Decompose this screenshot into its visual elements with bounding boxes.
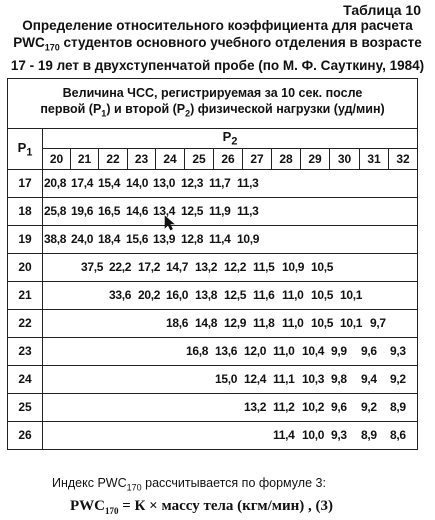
value-cell: 10,0 — [302, 427, 325, 442]
value-cell: 12,3 — [181, 175, 204, 190]
value-cell: 8,6 — [390, 427, 406, 442]
measure-sub-2: 2 — [185, 108, 191, 119]
measure-text-a: первой (P — [40, 102, 102, 117]
table-row — [8, 225, 418, 253]
table-row — [8, 337, 418, 365]
row-header: 22 — [8, 309, 43, 337]
value-cell: 11,3 — [237, 175, 259, 190]
value-cell: 11,3 — [237, 203, 259, 218]
value-cell: 12,4 — [244, 371, 267, 386]
table-caption — [6, 17, 429, 74]
value-cell: 9,9 — [331, 343, 347, 358]
value-cell: 19,6 — [71, 203, 94, 218]
value-cell: 25,8 — [44, 203, 67, 218]
value-cell: 11,5 — [253, 259, 275, 274]
value-cell: 9,7 — [370, 315, 386, 330]
formula-sub: 170 — [105, 506, 119, 516]
row-values — [43, 309, 418, 337]
column-header: 21 — [71, 148, 99, 169]
value-cell: 18,6 — [166, 315, 189, 330]
table-row — [8, 197, 418, 225]
row-values — [43, 197, 418, 225]
value-cell: 12,5 — [224, 287, 247, 302]
table-row — [8, 421, 418, 449]
value-cell: 15,6 — [126, 231, 149, 246]
column-header: 32 — [389, 148, 418, 169]
value-cell: 10,1 — [340, 287, 363, 302]
mouse-pointer-icon — [164, 215, 176, 231]
row-values — [43, 337, 418, 365]
row-header: 25 — [8, 393, 43, 421]
value-cell: 16,0 — [166, 287, 189, 302]
caption-pwc-sub: 170 — [44, 42, 60, 53]
formula-intro-sub: 170 — [126, 482, 142, 493]
value-cell: 15,0 — [215, 371, 238, 386]
value-cell: 11,7 — [209, 175, 231, 190]
table-row — [8, 309, 418, 337]
table-row — [8, 365, 418, 393]
value-cell: 9,6 — [331, 399, 347, 414]
column-header: 27 — [243, 148, 272, 169]
value-cell: 11,6 — [253, 287, 275, 302]
value-cell: 9,2 — [361, 399, 377, 414]
column-header: 26 — [214, 148, 243, 169]
table-body — [8, 169, 418, 449]
measure-line-1: Величина ЧСС, регистрируемая за 10 сек. после — [62, 86, 363, 101]
value-cell: 13,0 — [153, 175, 176, 190]
value-cell: 13,4 — [153, 203, 176, 218]
table-row — [8, 169, 418, 197]
value-cell: 20,8 — [44, 175, 67, 190]
value-cell: 14,6 — [126, 203, 149, 218]
measure-text-b: ) и второй (P — [106, 102, 186, 117]
column-header: 20 — [43, 148, 71, 169]
value-cell: 12,0 — [244, 343, 267, 358]
value-cell: 10,5 — [311, 259, 334, 274]
value-cell: 9,3 — [390, 343, 406, 358]
formula-intro-b: рассчитывается по формуле 3: — [141, 476, 326, 490]
value-cell: 9,8 — [331, 371, 347, 386]
row-header: 20 — [8, 253, 43, 281]
value-cell: 12,2 — [224, 259, 247, 274]
value-cell: 17,4 — [71, 175, 94, 190]
row-header: 21 — [8, 281, 43, 309]
row-header: 18 — [8, 197, 43, 225]
value-cell: 11,1 — [273, 371, 295, 386]
column-header: 30 — [330, 148, 360, 169]
table-row — [8, 281, 418, 309]
row-values — [43, 393, 418, 421]
column-header: 28 — [272, 148, 301, 169]
value-cell: 15,4 — [98, 175, 121, 190]
p2-label: P — [222, 129, 232, 144]
column-header-row — [8, 148, 418, 169]
measure-line-2 — [8, 101, 417, 122]
caption-line-2-rest: студентов основного учебного отделения в возрасте — [59, 35, 422, 50]
value-cell: 10,3 — [302, 371, 325, 386]
value-cell: 13,9 — [153, 231, 176, 246]
value-cell: 11,4 — [273, 427, 295, 442]
value-cell: 11,0 — [282, 287, 304, 302]
p1-header — [8, 129, 43, 170]
value-cell: 11,9 — [209, 203, 231, 218]
value-cell: 10,9 — [282, 259, 305, 274]
table-row — [8, 393, 418, 421]
value-cell: 11,8 — [253, 315, 275, 330]
measure-sub-1: 1 — [101, 108, 107, 119]
row-header: 23 — [8, 337, 43, 365]
value-cell: 9,6 — [361, 343, 377, 358]
value-cell: 38,8 — [44, 231, 67, 246]
value-cell: 9,2 — [390, 371, 406, 386]
table-number: Таблица 10 — [343, 2, 421, 18]
value-cell: 14,0 — [126, 175, 149, 190]
value-cell: 13,6 — [215, 343, 238, 358]
value-cell: 8,9 — [361, 427, 377, 442]
column-header: 25 — [185, 148, 214, 169]
value-cell: 33,6 — [109, 287, 132, 302]
value-cell: 37,5 — [81, 259, 104, 274]
row-values — [43, 253, 418, 281]
value-cell: 12,8 — [181, 231, 204, 246]
column-header: 29 — [301, 148, 330, 169]
p2-header — [43, 129, 418, 149]
p1-label: P — [17, 139, 27, 155]
value-cell: 16,8 — [186, 343, 209, 358]
p2-sub: 2 — [231, 135, 238, 148]
value-cell: 10,4 — [302, 343, 325, 358]
column-header: 31 — [360, 148, 389, 169]
row-values — [43, 421, 418, 449]
value-cell: 9,4 — [361, 371, 377, 386]
value-cell: 10,2 — [302, 399, 325, 414]
value-cell: 10,5 — [311, 287, 334, 302]
row-header: 17 — [8, 169, 43, 197]
formula-pwc: PWC — [70, 498, 105, 514]
value-cell: 18,4 — [98, 231, 121, 246]
row-header: 19 — [8, 225, 43, 253]
value-cell: 13,2 — [244, 399, 267, 414]
row-header: 24 — [8, 365, 43, 393]
p1-sub: 1 — [26, 146, 33, 159]
value-cell: 12,5 — [181, 203, 204, 218]
value-cell: 13,8 — [195, 287, 218, 302]
column-header: 22 — [99, 148, 128, 169]
coefficient-table — [7, 78, 418, 450]
value-cell: 10,5 — [311, 315, 334, 330]
caption-pwc: PWC — [13, 35, 45, 50]
formula-intro-a: Индекс PWC — [52, 476, 127, 490]
value-cell: 11,4 — [209, 231, 231, 246]
caption-line-3: 17 - 19 лет в двухступенчатой пробе (по М. Ф. Сауткину, 1984) — [10, 57, 425, 73]
caption-line-2 — [6, 34, 429, 57]
row-header: 26 — [8, 421, 43, 449]
column-header: 23 — [128, 148, 156, 169]
formula-rest: = К × массу тела (кгм/мин) , (3) — [118, 498, 334, 514]
value-cell: 22,2 — [109, 259, 132, 274]
row-values — [43, 169, 418, 197]
value-cell: 10,1 — [340, 315, 363, 330]
value-cell: 17,2 — [138, 259, 161, 274]
value-cell: 11,0 — [273, 343, 295, 358]
value-cell: 9,3 — [331, 427, 347, 442]
row-values — [43, 365, 418, 393]
value-cell: 13,2 — [195, 259, 218, 274]
value-cell: 11,0 — [282, 315, 304, 330]
value-cell: 12,9 — [224, 315, 247, 330]
measure-text-c: ) физической нагрузки (уд/мин) — [190, 102, 385, 117]
caption-line-1: Определение относительного коэффициента для расчета — [22, 18, 413, 33]
value-cell: 8,9 — [390, 399, 406, 414]
row-values — [43, 281, 418, 309]
value-cell: 11,2 — [273, 399, 295, 414]
formula — [70, 498, 333, 516]
table-row — [8, 253, 418, 281]
formula-intro — [52, 476, 326, 493]
value-cell: 24,0 — [71, 231, 94, 246]
value-cell: 14,8 — [195, 315, 218, 330]
value-cell: 20,2 — [138, 287, 161, 302]
row-values — [43, 225, 418, 253]
column-header: 24 — [156, 148, 185, 169]
measure-header — [8, 79, 418, 129]
value-cell: 10,9 — [237, 231, 260, 246]
value-cell: 14,7 — [166, 259, 189, 274]
value-cell: 16,5 — [98, 203, 121, 218]
